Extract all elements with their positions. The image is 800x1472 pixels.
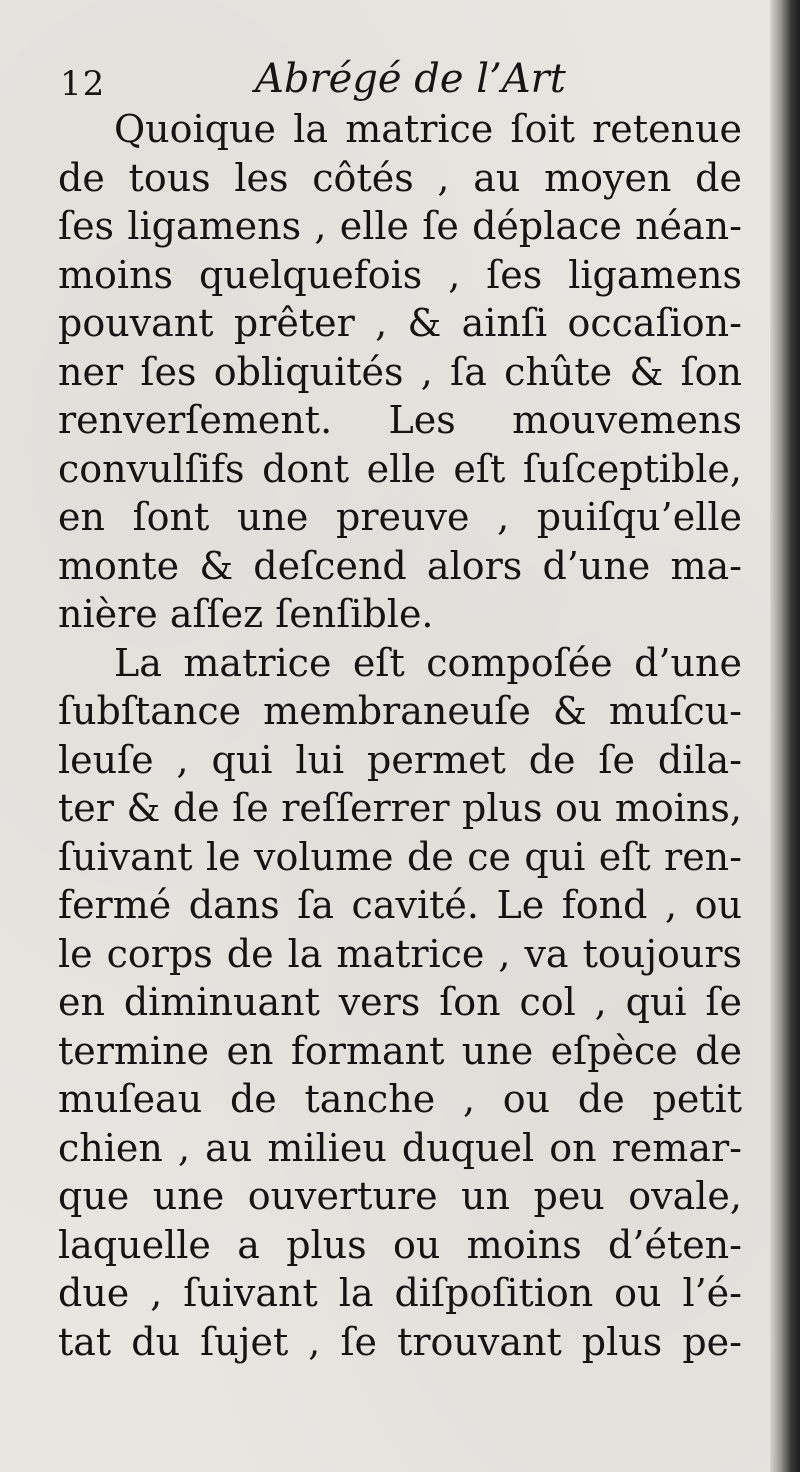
paragraph-1 (58, 105, 742, 639)
text-line: chien , au milieu duquel on remar- (58, 1125, 742, 1170)
text-line: convulſifs dont elle eſt ſuſceptible, (58, 446, 742, 491)
text-line: fermé dans ſa cavité. Le fond , ou (58, 883, 742, 927)
text-line: ter & de ſe reſſerrer plus ou moins, (58, 786, 742, 830)
text-line: pouvant prêter , & ainſi occaſion- (58, 301, 742, 345)
text-line: monte & deſcend alors d’une ma- (58, 543, 742, 588)
text-line: termine en formant une eſpèce de (58, 1028, 742, 1073)
paragraph-2 (58, 639, 742, 1367)
text-line: en ſont une preuve , puiſqu’elle (58, 495, 742, 539)
text-line: due , ſuivant la diſpoſition ou l’é- (58, 1271, 742, 1315)
text-line: Quoique la matrice ſoit retenue (114, 107, 742, 151)
body-text (58, 105, 742, 1366)
text-line: le corps de la matrice , va toujours (58, 931, 742, 976)
text-line: de tous les côtés , au moyen de (58, 155, 742, 200)
text-line: La matrice eſt compoſée d’une (114, 640, 742, 685)
text-line: renverſement. Les mouvemens (58, 398, 742, 442)
text-line: tat du ſujet , ſe trouvant plus pe- (58, 1319, 742, 1364)
text-line: ſes ligamens , elle ſe déplace néan- (58, 204, 742, 248)
text-line: ner ſes obliquités , ſa chûte & ſon (58, 349, 742, 394)
running-title: Abrégé de l’Art (255, 56, 566, 102)
page-edge-shadow (770, 0, 800, 1472)
text-line: ſubſtance membraneuſe & muſcu- (58, 689, 742, 733)
text-line: nière aſſez ſenſible. (58, 592, 434, 636)
text-line: moins quelquefois , ſes ligamens (58, 252, 742, 297)
text-line: muſeau de tanche , ou de petit (58, 1077, 742, 1121)
text-line: ſuivant le volume de ce qui eſt ren- (58, 834, 742, 879)
page-header (60, 48, 760, 108)
text-line: leuſe , qui lui permet de ſe dila- (58, 737, 742, 782)
text-line: en diminuant vers ſon col , qui ſe (58, 980, 742, 1024)
text-line: laquelle a plus ou moins d’éten- (58, 1222, 742, 1267)
text-line: que une ouverture un peu ovale, (58, 1174, 742, 1218)
page-number: 12 (60, 64, 106, 104)
